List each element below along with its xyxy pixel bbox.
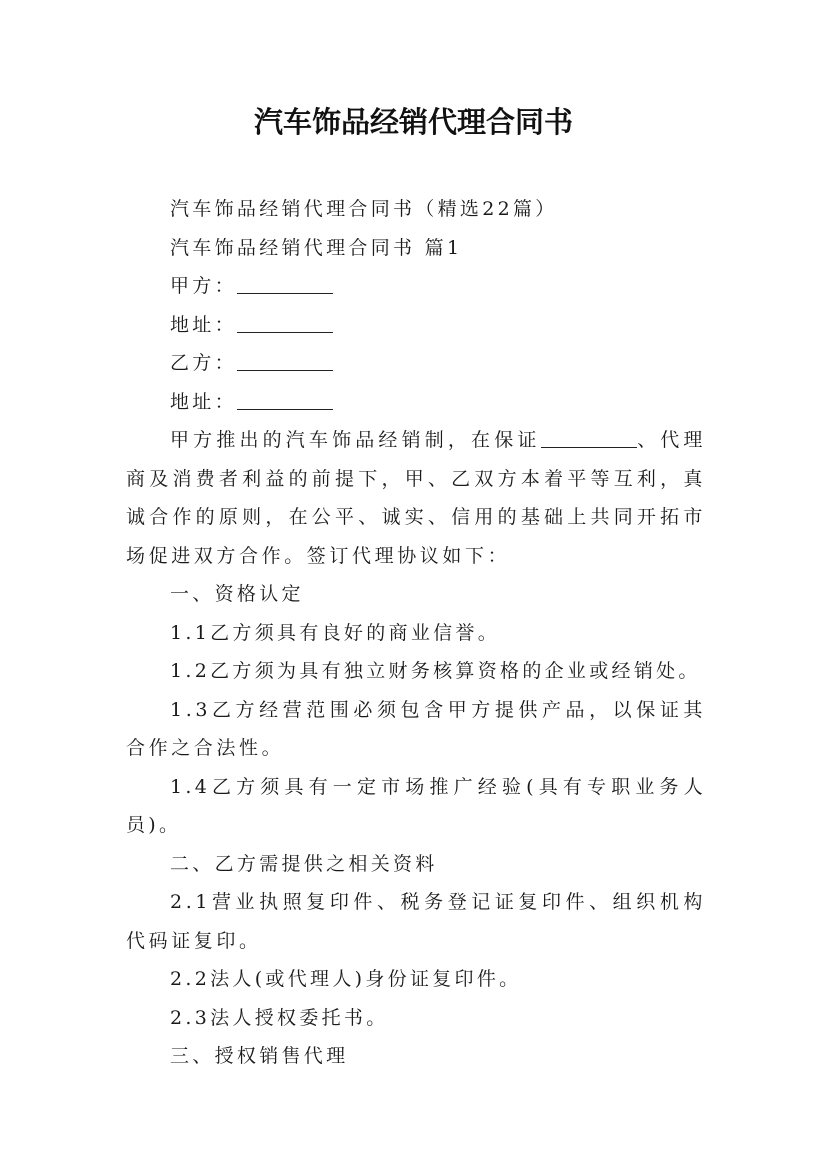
party-b-label: 乙方： — [170, 352, 237, 374]
address-a-blank — [237, 314, 333, 333]
paragraph-clause-2-1: 2.1营业执照复印件、税务登记证复印件、组织机构代码证复印。 — [126, 891, 706, 952]
paragraph-clause-1-2: 1.2乙方须为具有独立财务核算资格的企业或经销处。 — [170, 660, 701, 682]
paragraph-heading-3: 三、授权销售代理 — [170, 1045, 349, 1067]
party-a-label: 甲方： — [170, 275, 237, 297]
document-title: 汽车饰品经销代理合同书 — [253, 105, 573, 139]
paragraph-clause-2-3: 2.3法人授权委托书。 — [170, 1006, 389, 1029]
preamble-rest: 、代理商及消费者利益的前提下，甲、乙双方本着平等互利，真诚合作的原则，在公平、诚实、信用的基础上共同开拓市场促进双方合作。签订代理协议如下： — [126, 429, 706, 567]
paragraph-clause-1-1: 1.1乙方须具有良好的商业信誉。 — [170, 621, 501, 644]
paragraph-party-a — [126, 267, 706, 306]
document-body — [126, 190, 706, 1076]
paragraph-clause-1-4: 1.4乙方须具有一定市场推广经验(具有专职业务人员)。 — [126, 775, 706, 836]
paragraph-clause-1-3: 1.3乙方经营范围必须包含甲方提供产品，以保证其合作之合法性。 — [126, 698, 706, 759]
address-b-blank — [237, 391, 333, 410]
paragraph-clause-2-2: 2.2法人(或代理人)身份证复印件。 — [170, 968, 522, 990]
paragraph-address-b — [126, 383, 706, 422]
paragraph-party-b — [126, 344, 706, 383]
paragraph-subtitle: 汽车饰品经销代理合同书（精选22篇） — [170, 198, 558, 220]
paragraph-preamble — [126, 421, 706, 575]
paragraph-address-a — [126, 306, 706, 345]
party-b-blank — [237, 352, 333, 371]
paragraph-heading-1: 一、资格认定 — [170, 583, 304, 605]
preamble-blank — [541, 429, 637, 448]
paragraph-heading-2: 二、乙方需提供之相关资料 — [170, 852, 438, 875]
paragraph-section-heading: 汽车饰品经销代理合同书 篇1 — [170, 236, 463, 259]
address-b-label: 地址： — [170, 390, 237, 413]
party-a-blank — [237, 275, 333, 294]
address-a-label: 地址： — [170, 313, 237, 336]
preamble-start: 甲方推出的汽车饰品经销制，在保证 — [170, 429, 541, 451]
